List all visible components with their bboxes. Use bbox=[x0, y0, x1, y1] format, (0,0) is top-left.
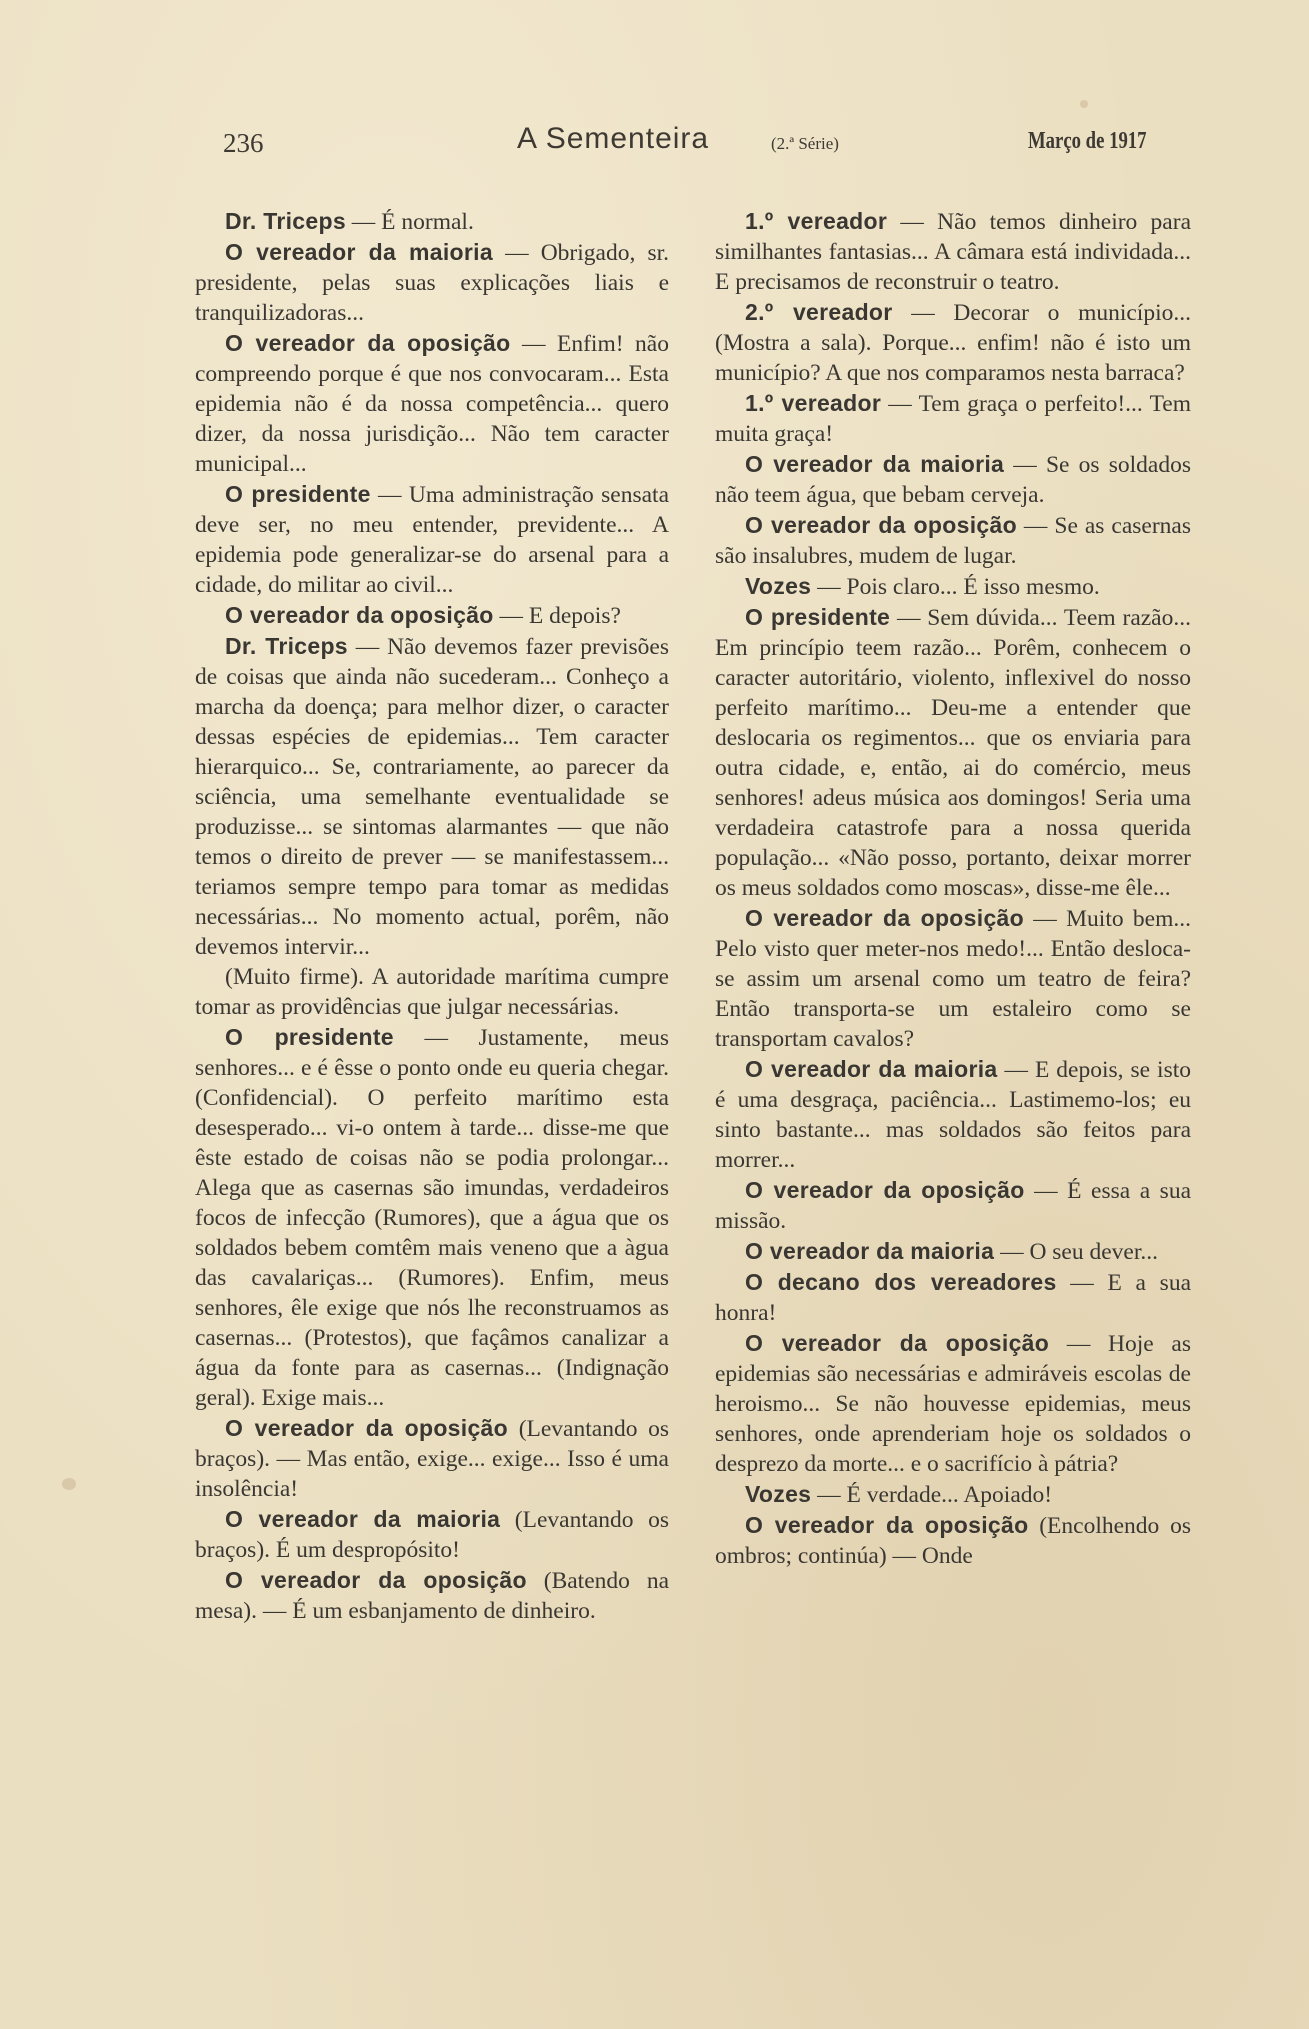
dialogue-paragraph bbox=[195, 1022, 669, 1413]
speaker-separator bbox=[1028, 1513, 1039, 1539]
speech-text: (Levantando os braços). É um despropósito! bbox=[195, 1507, 669, 1563]
speaker-name: O vereador da oposição bbox=[745, 905, 1024, 931]
speech-text: Hoje as epidemias são necessárias e admiráveis escolas de heroismo... Se não houvesse epidemias, meus senhores, onde aprenderiam hoje os soldados o desprezo da morte... e o sacrifício à pátria? bbox=[715, 1331, 1191, 1477]
speaker-separator: — bbox=[493, 603, 529, 629]
dialogue-paragraph bbox=[195, 206, 669, 237]
speaker-separator: — bbox=[1004, 452, 1046, 478]
speaker-separator: — bbox=[1023, 906, 1067, 932]
dialogue-paragraph bbox=[715, 297, 1191, 388]
speaker-separator: — bbox=[1056, 1270, 1108, 1296]
speaker-separator bbox=[508, 1416, 519, 1442]
speaker-name: O vereador da oposição bbox=[225, 1415, 509, 1441]
speech-text: Enfim! não compreendo porque é que nos convocaram... Esta epidemia não é da nossa competência... quero dizer, da nossa jurisdição... Não tem caracter municipal... bbox=[195, 331, 669, 477]
speaker-name: O vereador da oposição bbox=[225, 330, 511, 356]
speaker-name: O vereador da oposição bbox=[225, 1567, 527, 1593]
speaker-separator: — bbox=[347, 634, 388, 660]
speaker-separator: — bbox=[997, 1057, 1035, 1083]
speaker-separator: — bbox=[510, 331, 557, 357]
speaker-name: O vereador da oposição bbox=[225, 602, 494, 628]
speaker-name: O vereador da oposição bbox=[745, 1177, 1025, 1203]
speech-text: Não temos dinheiro para similhantes fantasias... A câmara está individada... E precisamos de reconstruir o teatro. bbox=[715, 209, 1191, 295]
speech-text: Justamente, meus senhores... e é êsse o ponto onde eu queria chegar. (Confidencial). O perfeito marítimo esta desesperado... vi-o ontem à tarde... disse-me que êste estado de coisas não se podia prolongar... Alega que as casernas são imundas, verdadeiros focos de infecção (Rumores), que a água que os soldados bebem comtêm mais veneno que a àgua das cavalariças... (Rumores). Enfim, meus senhores, êle exige que nós lhe reconstruamos as casernas... (Protestos), que façâmos canalizar a água da fonte para as casernas... (Indignação geral). Exige mais... bbox=[195, 1025, 669, 1411]
speech-text: Decorar o município... (Mostra a sala). Porque... enfim! não é isto um município? A que nos comparamos nesta barraca? bbox=[715, 300, 1191, 386]
speech-text: Obrigado, sr. presidente, pelas suas explicações liais e tranquilizadoras... bbox=[195, 240, 669, 326]
speech-text: (Encolhendo os ombros; continúa) — Onde bbox=[715, 1513, 1192, 1569]
page-number: 236 bbox=[223, 128, 264, 158]
speech-text: Sem dúvida... Teem razão... Em princípio teem razão... Porêm, conhecem o caracter autoritário, violento, inflexivel do nosso perfeito marítimo... Deu-me a entender que deslocaria os regimentos... que os enviaria para outra cidade, e, então, ai do comércio, meus senhores! adeus música aos domingos! Seria uma verdadeira catastrofe para a nossa querida população... «Não posso, portanto, deixar morrer os meus soldados como moscas», disse-me êle... bbox=[715, 605, 1191, 901]
speaker-separator: — bbox=[892, 300, 954, 326]
dialogue-paragraph bbox=[195, 962, 669, 1022]
speaker-name: Dr. Triceps bbox=[225, 633, 348, 659]
dialogue-paragraph bbox=[715, 1267, 1191, 1328]
speaker-name: O presidente bbox=[225, 1024, 394, 1050]
speaker-name: O vereador da oposição bbox=[745, 1512, 1029, 1538]
dialogue-paragraph bbox=[195, 1565, 669, 1626]
dialogue-paragraph bbox=[715, 388, 1191, 449]
speaker-name: O presidente bbox=[225, 481, 371, 507]
dialogue-paragraph bbox=[195, 1413, 669, 1504]
speaker-separator: — bbox=[1024, 1178, 1068, 1204]
dialogue-paragraph bbox=[715, 1510, 1191, 1571]
speaker-name: O decano dos vereadores bbox=[745, 1269, 1057, 1295]
speaker-separator bbox=[527, 1568, 544, 1594]
speech-text: E depois? bbox=[528, 603, 621, 629]
dialogue-paragraph bbox=[715, 903, 1191, 1054]
dialogue-paragraph bbox=[195, 631, 669, 962]
speaker-separator: — bbox=[393, 1025, 479, 1051]
paper-stain bbox=[62, 1478, 76, 1490]
dialogue-paragraph bbox=[195, 479, 669, 600]
speaker-separator: — bbox=[345, 209, 382, 235]
dialogue-paragraph bbox=[195, 328, 669, 479]
speech-text: Muito bem... Pelo visto quer meter-nos medo!... Então desloca-se assim um arsenal como um teatro de feira? Então transporta-se um estaleiro como se transportam cavalos? bbox=[715, 906, 1192, 1052]
dialogue-paragraph bbox=[715, 1236, 1191, 1267]
speaker-name: O vereador da maioria bbox=[745, 1056, 998, 1082]
issue-date: Março de 1917 bbox=[1028, 128, 1147, 154]
dialogue-paragraph bbox=[715, 1175, 1191, 1236]
speech-text: O seu dever... bbox=[1029, 1239, 1158, 1265]
speaker-separator: — bbox=[370, 482, 409, 508]
speaker-name: Vozes bbox=[745, 573, 812, 599]
running-header bbox=[0, 122, 1309, 162]
speech-text: E a sua honra! bbox=[715, 1270, 1192, 1326]
dialogue-paragraph bbox=[195, 237, 669, 328]
dialogue-paragraph bbox=[195, 1504, 669, 1565]
dialogue-paragraph bbox=[715, 510, 1191, 571]
speaker-name: Dr. Triceps bbox=[225, 208, 346, 234]
speaker-name: 1.º vereador bbox=[745, 208, 888, 234]
speech-text: É normal. bbox=[381, 209, 474, 235]
dialogue-paragraph bbox=[195, 600, 669, 631]
speech-text: Se as casernas são insalubres, mudem de lugar. bbox=[715, 513, 1192, 569]
speaker-separator: — bbox=[1049, 1331, 1109, 1357]
dialogue-paragraph bbox=[715, 1479, 1191, 1510]
speaker-name: O vereador da maioria bbox=[225, 1506, 501, 1532]
speaker-separator: — bbox=[887, 209, 938, 235]
speaker-separator: — bbox=[994, 1239, 1030, 1265]
speaker-separator: — bbox=[890, 605, 928, 631]
speech-text: É essa a sua missão. bbox=[715, 1178, 1192, 1234]
journal-title: A Sementeira bbox=[517, 122, 710, 155]
speaker-name: O vereador da maioria bbox=[225, 239, 493, 265]
speech-text: E depois, se isto é uma desgraça, paciência... Lastimemo-los; eu sinto bastante... mas soldados são feitos para morrer... bbox=[715, 1057, 1191, 1173]
speaker-name: O vereador da oposição bbox=[745, 1330, 1050, 1356]
paper-stain bbox=[1080, 100, 1088, 108]
speech-text: Tem graça o perfeito!... Tem muita graça! bbox=[715, 391, 1191, 447]
right-column bbox=[715, 206, 1191, 1571]
dialogue-paragraph bbox=[715, 449, 1191, 510]
speech-text: (Levantando os braços). — Mas então, exige... exige... Isso é uma insolência! bbox=[195, 1416, 669, 1502]
speech-text: (Muito firme). A autoridade marítima cumpre tomar as providências que julgar necessárias. bbox=[195, 964, 669, 1020]
speech-text: (Batendo na mesa). — É um esbanjamento de dinheiro. bbox=[195, 1568, 670, 1624]
speaker-name: 1.º vereador bbox=[745, 390, 882, 416]
speaker-separator: — bbox=[881, 391, 919, 417]
speaker-separator: — bbox=[1016, 513, 1055, 539]
dialogue-paragraph bbox=[715, 206, 1191, 297]
speaker-separator bbox=[500, 1507, 515, 1533]
speaker-name: O presidente bbox=[745, 604, 891, 630]
dialogue-paragraph bbox=[715, 1054, 1191, 1175]
speaker-name: 2.º vereador bbox=[745, 299, 893, 325]
speaker-name: O vereador da maioria bbox=[745, 451, 1005, 477]
speech-text: Não devemos fazer previsões de coisas que ainda não sucederam... Conheço a marcha da doença; para melhor dizer, o caracter dessas espécies de epidemias... Tem caracter hierarquico... Se, contrariamente, ao parecer da sciência, uma semelhante eventualidade se produzisse... se sintomas alarmantes — que não temos o direito de prever — se manifestassem... teriamos sempre tempo para tomar as medidas necessárias... No momento actual, porêm, não devemos intervir... bbox=[195, 634, 669, 960]
speech-text: Se os soldados não teem água, que bebam cerveja. bbox=[715, 452, 1191, 508]
speaker-separator: — bbox=[811, 1482, 847, 1508]
speech-text: Uma administração sensata deve ser, no meu entender, previdente... A epidemia pode generalizar-se do arsenal para a cidade, do militar ao civil... bbox=[195, 482, 669, 598]
speaker-name: Vozes bbox=[745, 1481, 812, 1507]
speaker-separator: — bbox=[811, 574, 847, 600]
speaker-name: O vereador da maioria bbox=[745, 1238, 995, 1264]
speech-text: Pois claro... É isso mesmo. bbox=[846, 574, 1100, 600]
speaker-separator: — bbox=[492, 240, 541, 266]
dialogue-paragraph bbox=[715, 571, 1191, 602]
series-label: (2.ª Série) bbox=[771, 134, 839, 153]
speech-text: É verdade... Apoiado! bbox=[846, 1482, 1053, 1508]
dialogue-paragraph bbox=[715, 1328, 1191, 1479]
dialogue-paragraph bbox=[715, 602, 1191, 903]
speaker-name: O vereador da oposição bbox=[745, 512, 1017, 538]
left-column bbox=[195, 206, 669, 1626]
